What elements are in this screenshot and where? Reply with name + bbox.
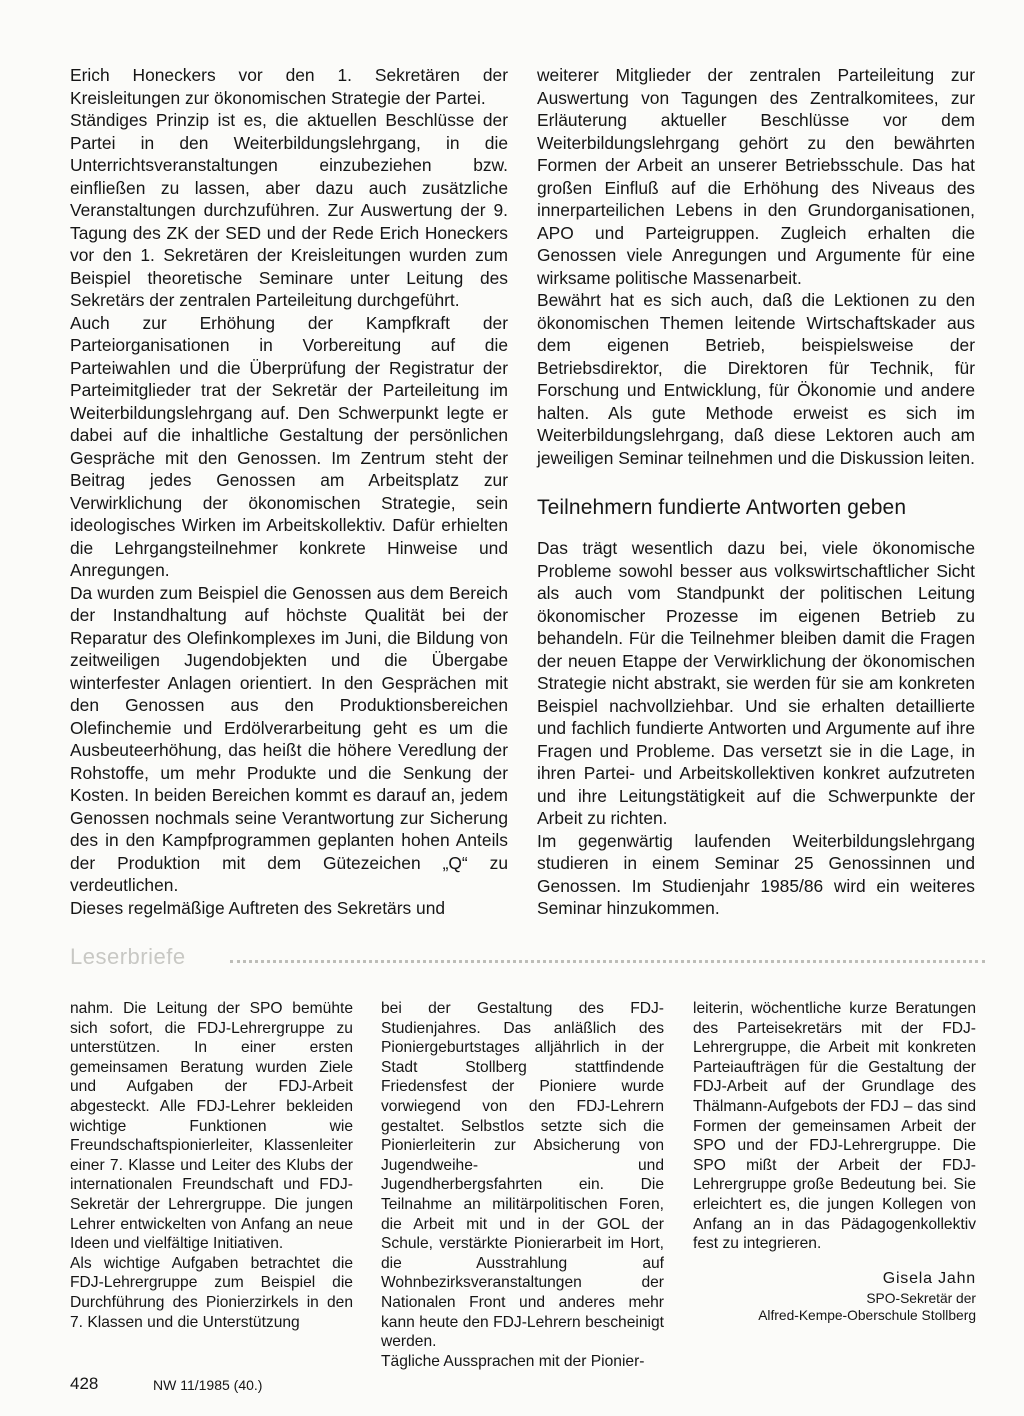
article-column-left	[70, 64, 508, 919]
letter-signature	[693, 1268, 976, 1324]
article-paragraph: Dieses regelmäßige Auftreten des Sekretärs und	[70, 897, 446, 918]
letter-paragraph: bei der Gestaltung des FDJ-Studienjahres. Das anläßlich des Pioniergeburtstages alljährlich in der Stadt Stollberg stattfindende Friedensfest der Pioniere wurde vorwiegend von den FDJ-Lehrern gestaltet. Selbstlos setzte sich die Pionierleiterin zur Absicherung von Jugendweihe- und Jugendherbergsfahrten ein. Die Teilnahme an militärpolitischen Foren, die Arbeit mit und in der GOL der Schule, verstärkte Pionierarbeit im Hort, die Ausstrahlung auf Wohnbezirksveranstaltungen der Nationalen Front und anderes mehr kann heute den FDJ-Lehrern bescheinigt werden.	[381, 1000, 664, 1351]
article-paragraph: Auch zur Erhöhung der Kampfkraft der Parteiorganisationen in Vorbereitung auf die Parteiwahlen und die Überprüfung der Registratur der Parteimitglieder trat der Sekretär der Parteileitung im Weiterbildungslehrgang auf. Den Schwerpunkt legte er dabei auf die inhaltliche Gestaltung der persönlichen Gespräche mit den Genossen. Im Zentrum steht der Beitrag jedes Genossen am Arbeitsplatz zur Verwirklichung der ökonomischen Strategie, sein ideologisches Wirken im Arbeitskollektiv. Dafür erhielten die Lehrgangsteilnehmer konkrete Hinweise und Anregungen.	[70, 312, 508, 580]
signature-role: SPO-Sekretär der	[866, 1290, 976, 1306]
leserbriefe-header	[70, 943, 985, 973]
leserbriefe-divider	[230, 960, 985, 963]
article-paragraph: Erich Honeckers vor den 1. Sekretären der Kreisleitungen zur ökonomischen Strategie der Partei.	[70, 65, 508, 108]
article-paragraph: Da wurden zum Beispiel die Genossen aus dem Bereich der Instandhaltung auf höchste Qualität bei der Reparatur des Olefinkomplexes im Juni, die Bildung von zeitweiligen Jugendobjekten und die Übergabe winterfester Anlagen orientiert. In den Gesprächen mit den Genossen aus den Produktionsbereichen Olefinchemie und Erdölverarbeitung geht es um die Ausbeuteerhöhung, das heißt die höhere Veredlung der Rohstoffe, um mehr Produkte und die Senkung der Kosten. In beiden Bereichen kommt es darauf an, jedem Genossen nochmals seine Verantwortung zur Sicherung des in den Kampfprogrammen geplanten hohen Anteils der Produktion mit dem Gütezeichen „Q“ zu verdeutlichen.	[70, 582, 508, 895]
letter-paragraph: nahm. Die Leitung der SPO bemühte sich sofort, die FDJ-Lehrergruppe zu unterstützen. In einer ersten gemeinsamen Beratung wurden Ziele und Aufgaben der FDJ-Arbeit abgesteckt. Alle FDJ-Lehrer bekleiden wichtige Funktionen wie Freundschaftspionierleiter, Klassenleiter einer 7. Klasse und Leiter des Klubs der internationalen Freundschaft und FDJ-Sekretär der Lehrergruppe. Die jungen Lehrer entwickelten von Anfang an neue Ideen und vielfältige Initiativen.	[70, 1000, 353, 1253]
leserbriefe-title: Leserbriefe	[70, 944, 186, 969]
article-paragraph: Im gegenwärtig laufenden Weiterbildungslehrgang studieren in einem Seminar 25 Genossinnen und Genossen. Im Studienjahr 1985/86 wird ein weiteres Seminar hinzukommen.	[537, 830, 975, 918]
issue-label: NW 11/1985 (40.)	[153, 1377, 263, 1393]
article-paragraph: Das trägt wesentlich dazu bei, viele ökonomische Probleme sowohl besser aus volkswirtschaftlicher Sicht als auch vom Standpunkt der politischen Leitung ökonomischer Prozesse im eigenen Betrieb zu behandeln. Für die Teilnehmer bleiben damit die Fragen der neuen Etappe der Verwirklichung der ökonomischen Strategie nicht abstrakt, sie werden für sie am konkreten Beispiel nachvollziehbar. Und sie erhalten detaillierte und fachlich fundierte Antworten und Argumente auf ihre Fragen und Probleme. Das versetzt sie in die Lage, in ihren Partei- und Arbeitskollektiven konkret aufzutreten und ihre Leitungstätigkeit auf die Schwerpunkte der Arbeit zu richten.	[537, 538, 975, 828]
page-number: 428	[70, 1374, 99, 1393]
article-paragraph: weiterer Mitglieder der zentralen Parteileitung zur Auswertung von Tagungen des Zentralkomitees, zur Erläuterung aktueller Beschlüsse vor dem Weiterbildungslehrgang gehört zu den bewährten Formen der Arbeit an unserer Betriebsschule. Das hat großen Einfluß auf die Erhöhung des Niveaus des innerparteilichen Lebens in den Grundorganisationen, APO und Parteigruppen. Zugleich erhalten die Genossen viele Anregungen und Argumente für eine wirksame politische Massenarbeit.	[537, 65, 975, 288]
letter-column-2	[381, 999, 664, 1371]
section-heading: Teilnehmern fundierte Antworten geben	[537, 496, 907, 519]
letter-column-3	[693, 999, 976, 1324]
article-column-right	[537, 64, 975, 920]
article-paragraph: Bewährt hat es sich auch, daß die Lektionen zu den ökonomischen Themen leitende Wirtschaftskader aus dem eigenen Betrieb, beispielsweise der Betriebsdirektor, die Direktoren für Technik, für Forschung und Entwicklung, für Ökonomie und andere halten. Als gute Methode erweist es sich im Weiterbildungslehrgang, daß diese Lektoren auch am jeweiligen Seminar teilnehmen und die Diskussion leiten.	[537, 290, 975, 468]
letter-column-1	[70, 999, 353, 1332]
signature-school: Alfred-Kempe-Oberschule Stollberg	[758, 1307, 976, 1323]
article-paragraph: Ständiges Prinzip ist es, die aktuellen Beschlüsse der Partei in den Weiterbildungslehrgang, in die Unterrichtsveranstaltungen einzubeziehen bzw. einfließen zu lassen, aber dazu auch zusätzliche Veranstaltungen durchzuführen. Zur Auswertung der 9. Tagung des ZK der SED und der Rede Erich Honeckers vor den 1. Sekretären der Kreisleitungen wurden zum Beispiel theoretische Seminare unter Leitung des Sekretärs der zentralen Parteileitung durchgeführt.	[70, 110, 508, 310]
letter-paragraph: Als wichtige Aufgaben betrachtet die FDJ-Lehrergruppe zum Beispiel die Durchführung des Pionierzirkels in den 7. Klassen und die Unterstützung	[70, 1254, 353, 1331]
letter-paragraph: leiterin, wöchentliche kurze Beratungen des Parteisekretärs mit der FDJ-Lehrergruppe, die Arbeit mit konkreten Parteiaufträgen für die Gestaltung der FDJ-Arbeit auf der Grundlage des Thälmann-Aufgebots der FDJ – das sind Formen der gemeinsamen Arbeit der SPO und der FDJ-Lehrergruppe. Die SPO mißt der Arbeit der FDJ-Lehrergruppe große Bedeutung bei. Sie erleichtert es, die jungen Kollegen von Anfang an in das Pädagogenkollektiv fest zu integrieren.	[693, 1000, 976, 1253]
letter-paragraph: Tägliche Aussprachen mit der Pionier-	[381, 1352, 645, 1370]
signature-name: Gisela Jahn	[882, 1269, 976, 1287]
